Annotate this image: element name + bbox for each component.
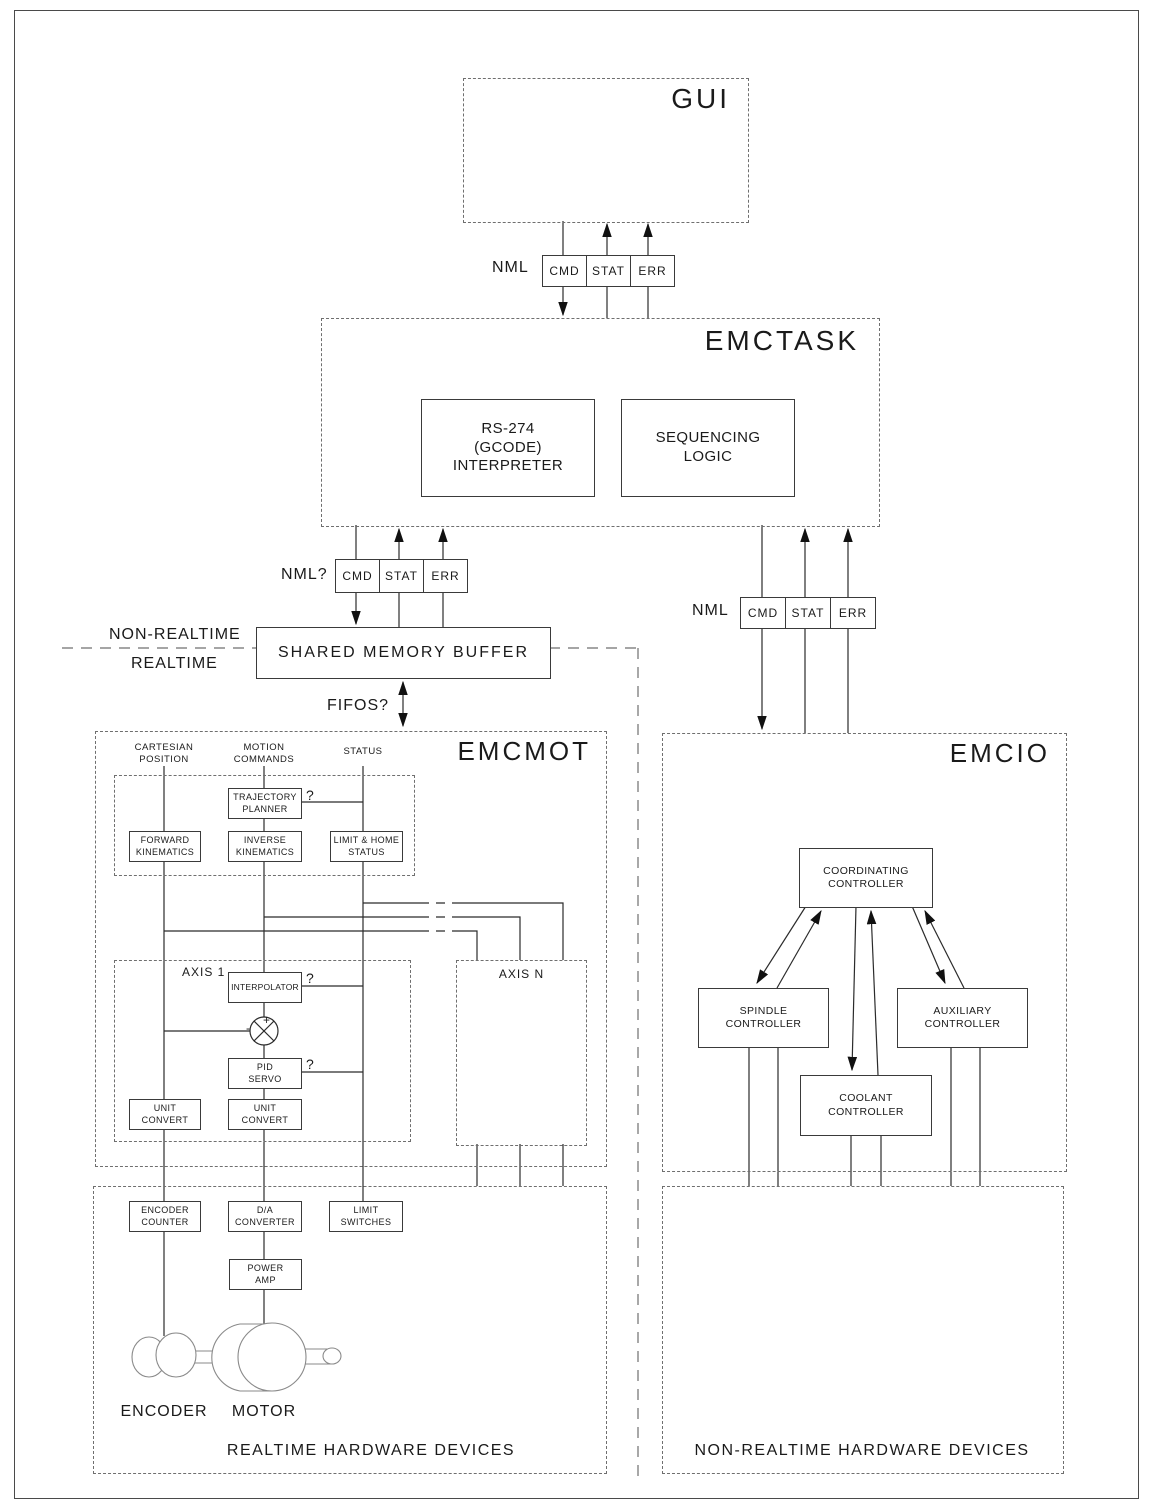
nml-io-cmd-cell: CMD: [740, 597, 786, 629]
emctask-box: [321, 318, 880, 527]
interpreter-line3: INTERPRETER: [452, 457, 564, 475]
motion-commands-label: MOTION COMMANDS: [233, 742, 295, 766]
limit-switches-box: LIMIT SWITCHES: [329, 1201, 403, 1232]
spindle-controller-box: SPINDLE CONTROLLER: [698, 988, 829, 1048]
gcode-interpreter-box: [421, 399, 595, 497]
nml-io-err-cell: ERR: [830, 597, 876, 629]
nml-gui-channel: [542, 255, 675, 287]
motor-label: MOTOR: [231, 1403, 297, 1420]
gui-box: [463, 78, 749, 223]
axisn-box: [456, 960, 587, 1146]
axisn-label: AXIS N: [498, 967, 545, 981]
interpreter-line2: (GCODE): [474, 438, 542, 456]
nonrealtime-hardware-box: [662, 1186, 1064, 1474]
axis1-label: AXIS 1: [182, 965, 226, 979]
pid-question-mark: ?: [306, 1056, 314, 1072]
trajectory-planner-box: TRAJECTORY PLANNER: [228, 788, 302, 819]
realtime-hardware-label: REALTIME HARDWARE DEVICES: [226, 1442, 516, 1459]
da-converter-box: D/A CONVERTER: [228, 1201, 302, 1232]
emcmot-title: EMCMOT: [457, 736, 591, 766]
nml-mot-label: NML?: [281, 566, 328, 583]
nml-io-channel: [740, 597, 876, 629]
nml-mot-err-cell: ERR: [423, 559, 468, 593]
inverse-kinematics-box: INVERSE KINEMATICS: [228, 831, 302, 862]
unit-convert-left-box: UNIT CONVERT: [129, 1099, 201, 1130]
nml-io-label: NML: [692, 602, 729, 619]
fifos-label: FIFOS?: [327, 697, 390, 714]
sequencing-logic-box: [621, 399, 795, 497]
sum-plus-sign: +: [263, 1013, 271, 1027]
nml-mot-stat-cell: STAT: [379, 559, 424, 593]
unit-convert-mid-box: UNIT CONVERT: [228, 1099, 302, 1130]
nonrealtime-hardware-label: NON-REALTIME HARDWARE DEVICES: [694, 1442, 1030, 1459]
forward-kinematics-box: FORWARD KINEMATICS: [129, 831, 201, 862]
realtime-label: REALTIME: [131, 655, 218, 672]
shared-memory-buffer-box: SHARED MEMORY BUFFER: [256, 627, 551, 679]
nml-io-stat-cell: STAT: [785, 597, 831, 629]
interpolator-box: INTERPOLATOR: [228, 972, 302, 1003]
nml-mot-cmd-cell: CMD: [335, 559, 380, 593]
sum-minus-sign: -: [246, 1021, 250, 1035]
non-realtime-label: NON-REALTIME: [109, 626, 241, 643]
emcio-title: EMCIO: [949, 738, 1050, 768]
gui-title: GUI: [671, 83, 730, 114]
nml-gui-label: NML: [492, 259, 529, 276]
nml-mot-channel: [335, 559, 468, 593]
emctask-title: EMCTASK: [704, 325, 859, 356]
coolant-controller-box: COOLANT CONTROLLER: [800, 1075, 932, 1136]
encoder-label: ENCODER: [120, 1403, 208, 1420]
status-label: STATUS: [343, 746, 383, 757]
limit-home-status-box: LIMIT & HOME STATUS: [330, 831, 403, 862]
emctask-emcio-wires: [762, 525, 848, 733]
pid-servo-box: PID SERVO: [228, 1058, 302, 1089]
interpolator-question-mark: ?: [306, 970, 314, 986]
sequencing-line2: LOGIC: [683, 448, 733, 465]
encoder-counter-box: ENCODER COUNTER: [129, 1201, 201, 1232]
auxiliary-controller-box: AUXILIARY CONTROLLER: [897, 988, 1028, 1048]
nml-gui-stat-cell: STAT: [586, 255, 631, 287]
trajectory-question-mark: ?: [306, 787, 314, 803]
interpreter-line1: RS-274: [481, 419, 535, 437]
power-amp-box: POWER AMP: [229, 1259, 302, 1290]
coordinating-controller-box: COORDINATING CONTROLLER: [799, 848, 933, 908]
cartesian-position-label: CARTESIAN POSITION: [134, 742, 194, 766]
sequencing-line1: SEQUENCING: [655, 429, 761, 447]
nml-gui-cmd-cell: CMD: [542, 255, 587, 287]
nml-gui-err-cell: ERR: [630, 255, 675, 287]
